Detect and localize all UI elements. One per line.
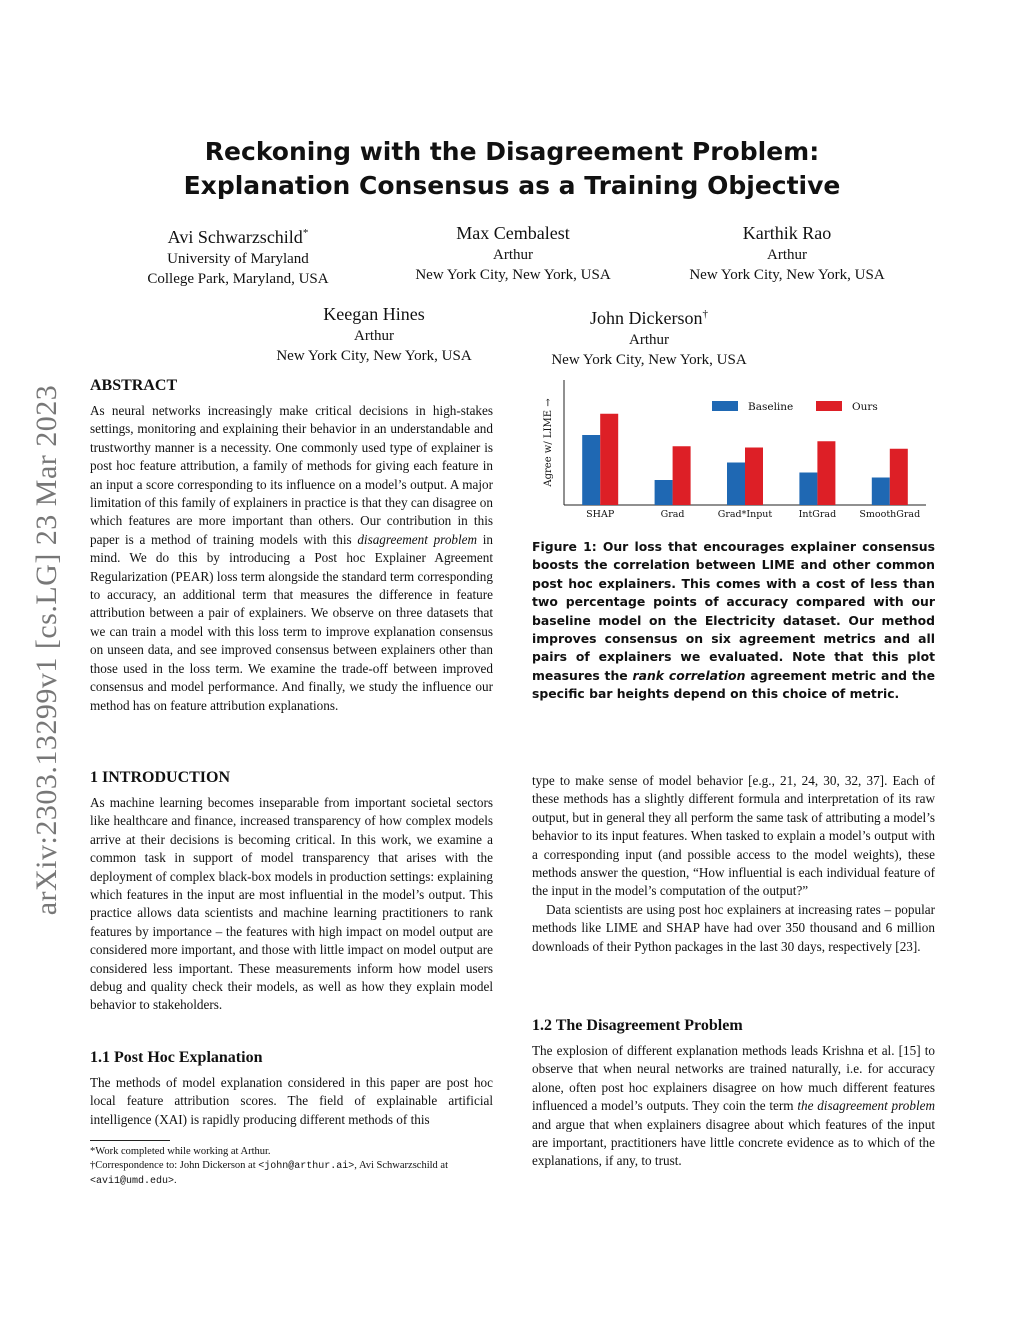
legend-label-ours: Ours (852, 401, 878, 413)
bar-baseline-smoothgrad (872, 478, 890, 506)
bar-ours-intgrad (817, 441, 835, 505)
x-tick-label: IntGrad (798, 509, 837, 520)
sec-1-1-text (90, 1074, 493, 1129)
bar-ours-smoothgrad (890, 449, 908, 505)
author-location: New York City, New York, USA (551, 352, 747, 368)
footnote-2-text: , Avi Schwarzschild at (354, 1160, 448, 1171)
paper-title (120, 135, 904, 203)
legend-swatch-baseline (712, 401, 738, 411)
author-location: New York City, New York, USA (689, 267, 885, 283)
footnote-2-text: . (174, 1175, 177, 1186)
bar-baseline-grad (655, 480, 673, 505)
author-location: New York City, New York, USA (276, 348, 472, 364)
sec-1-2-emphasis: the disagreement problem (797, 1098, 935, 1114)
legend-label-baseline: Baseline (748, 401, 794, 413)
email-link[interactable]: <avi1@umd.edu> (90, 1176, 175, 1187)
author-affiliation: Arthur (493, 247, 533, 263)
x-tick-label: SmoothGrad (859, 509, 921, 520)
x-tick-label: SHAP (586, 509, 615, 520)
author-name: John Dickerson (590, 308, 703, 328)
intro-text (90, 794, 493, 1015)
footnote-2-text: †Correspondence to: John Dickerson at (90, 1160, 259, 1171)
caption-emphasis: rank correlation (632, 667, 746, 683)
author-affiliation: University of Maryland (167, 251, 309, 267)
x-tick-label: Grad (660, 509, 685, 520)
author-mark: † (702, 308, 708, 320)
author-affiliation: Arthur (629, 332, 669, 348)
author-name: Max Cembalest (456, 223, 570, 243)
figure-1-caption (532, 538, 935, 704)
y-axis-label: Agree w/ LIME → (543, 398, 554, 487)
footnote-1: *Work completed while working at Arthur. (90, 1146, 271, 1157)
right-paragraph-1: type to make sense of model behavior [e.g., 21, 24, 30, 32, 37]. Each of these methods has a slightly different formula and interpretation of its raw output, but in general they all perform the same task of attributing a model’s behavior to its input features. When tasked to explain a model’s output with a corresponding input (and possible access to the model weights), these methods answer the question, “How influential is each individual feature of the input in the model’s computation of the output?” (532, 773, 935, 899)
sec-1-2-heading: 1.2 The Disagreement Problem (532, 1017, 743, 1034)
sec-1-2-part-2: and argue that when explainers disagree about which features of the input are important, practitioners have little concrete evidence as to which of the explanations, if any, to trust. (532, 1116, 935, 1169)
abstract-heading: ABSTRACT (90, 377, 178, 394)
footnote-rule (90, 1140, 170, 1141)
bar-baseline-intgrad (799, 473, 817, 506)
author-block (118, 221, 358, 289)
email-link[interactable]: <john@arthur.ai> (258, 1161, 355, 1172)
abstract-part-2: in mind. We do this by introducing a Post hoc Explainer Agreement Regularization (PEAR) loss term alongside the standard term corresponding to accuracy, an additional term that measures the difference in feature attribution between a pair of explainers. We observe on three datasets that we can train a model with this loss term to improve explanation consensus on unseen data, and see improved consensus between explainers other than those used in the loss term. We examine the trade-off between improved consensus and model performance. And finally, we study the influence our method has on feature attribution explanations. (90, 531, 493, 713)
author-name: Keegan Hines (323, 304, 425, 324)
bar-baseline-gradinput (727, 463, 745, 506)
footnote-2 (90, 1159, 493, 1189)
abstract-part-1: As neural networks increasingly make critical decisions in high-stakes settings, monitoring and explaining their behavior in an understandable and trustworthy manner is a necessity. One commonly used type of explainer is post hoc feature attribution, a family of methods for giving each feature in an input a score corresponding to its influence on a model’s output. A major limitation of this family of explainers in practice is that they can disagree on which features are more important than others. Our contribution in this paper is a method of training models with this (90, 403, 493, 547)
author-block (393, 221, 633, 285)
sec-1-1-heading: 1.1 Post Hoc Explanation (90, 1049, 263, 1066)
abstract-emphasis: disagreement problem (357, 531, 478, 547)
figure-1-chart (536, 372, 934, 522)
right-paragraph-2: Data scientists are using post hoc explainers at increasing rates – popular methods like LIME and SHAP have had over 350 thousand and 6 million downloads of their Python packages in the last 30 days, respectively [23]. (532, 901, 935, 954)
author-location: New York City, New York, USA (415, 267, 611, 283)
author-block (254, 302, 494, 366)
legend-swatch-ours (816, 401, 842, 411)
x-tick-label: Grad*Input (717, 509, 773, 520)
bar-ours-gradinput (745, 448, 763, 506)
caption-part-2: agreement metric and the specific bar heights depend on this choice of metric. (532, 667, 935, 702)
arxiv-id: arXiv:2303.13299v1 [cs.LG] 23 Mar 2023 (30, 384, 63, 916)
author-block (529, 302, 769, 370)
right-column-text (532, 772, 935, 956)
author-name: Avi Schwarzschild (167, 227, 303, 247)
sec-1-2-text (532, 1042, 935, 1171)
author-name: Karthik Rao (742, 223, 832, 243)
bar-baseline-shap (582, 435, 600, 505)
bar-ours-grad (673, 446, 691, 505)
arxiv-sidebar (30, 350, 64, 950)
caption-part-1: Figure 1: Our loss that encourages explainer consensus boosts the correlation between LIME and other common post hoc explainers. This comes with a cost of less than two percentage points of accuracy compared with our baseline model on the Electricity dataset. Our method improves consensus on six agreement metrics and all pairs of explainers we evaluated. Note that this plot measures the (532, 539, 935, 683)
author-affiliation: Arthur (767, 247, 807, 263)
footnotes (90, 1145, 493, 1189)
intro-heading: 1 INTRODUCTION (90, 769, 231, 786)
abstract-text (90, 402, 493, 715)
title-line-2: Explanation Consensus as a Training Objective (183, 171, 841, 200)
author-block (667, 221, 907, 285)
author-mark: * (302, 227, 309, 239)
author-location: College Park, Maryland, USA (147, 271, 329, 287)
title-line-1: Reckoning with the Disagreement Problem: (204, 137, 820, 166)
intro-paragraph: As machine learning becomes inseparable from important societal sectors like healthcare and finance, increased transparency of how complex models arrive at their decisions is becoming critical. In this work, we examine a common task in support of model transparency that arises with the deployment of complex black-box models in production settings: explaining which features in the input are most influential in the model’s output. This practice allows data scientists and machine learning practitioners to rank features by importance – the features with high impact on model output are considered more important, and those with little impact on model output are considered less important. These measurements inform how model users debug and quality check their models, as well as how they explain model behavior to stakeholders. (90, 795, 493, 1013)
sec-1-1-paragraph: The methods of model explanation considered in this paper are post hoc local feature attribution scores. The field of explainable artificial intelligence (XAI) is rapidly producing different methods of this (90, 1075, 493, 1127)
author-affiliation: Arthur (354, 328, 394, 344)
bar-ours-shap (600, 414, 618, 505)
sec-1-2-part-1: The explosion of different explanation methods leads Krishna et al. [15] to observe that when neural networks are trained naturally, i.e. for accuracy alone, often post hoc explainers disagree on how much different features influenced a model’s outputs. They coin the term (532, 1043, 935, 1114)
